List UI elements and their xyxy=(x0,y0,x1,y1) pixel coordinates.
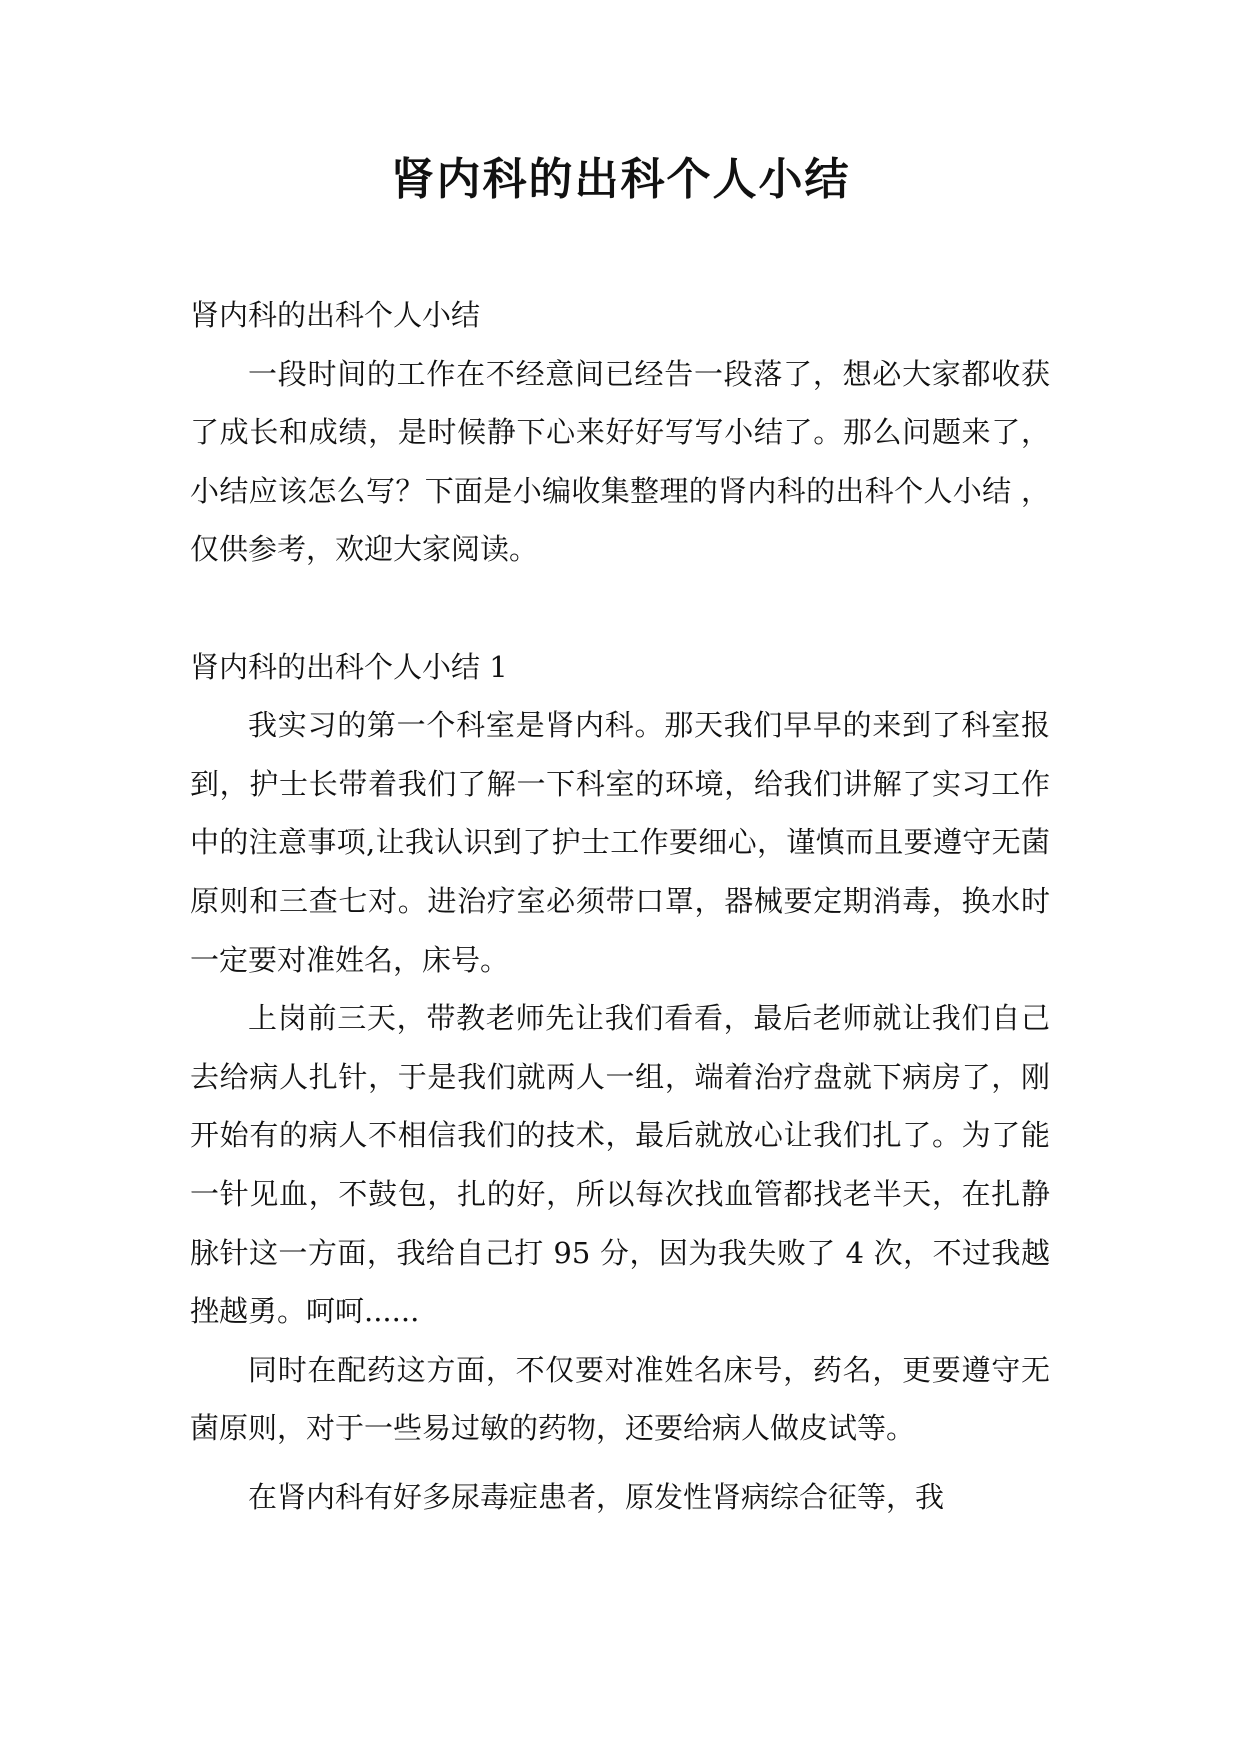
section-heading: 肾内科的出科个人小结 1 xyxy=(190,649,508,684)
section-spacer xyxy=(190,579,1050,638)
document-title: 肾内科的出科个人小结 xyxy=(390,154,851,205)
document-subtitle: 肾内科的出科个人小结 xyxy=(190,298,481,332)
body-paragraph-1: 我实习的第一个科室是肾内科。那天我们早早的来到了科室报到，护士长带着我们了解一下科室的环境，给我们讲解了实习工作中的注意事项,让我认识到了护士工作要细心，谨慎而且要遵守无菌原则和三查七对。进治疗室必须带口罩，器械要定期消毒，换水时一定要对准姓名，床号。 xyxy=(190,708,1050,977)
paragraph-gap xyxy=(190,1458,1050,1468)
body-paragraph-2: 上岗前三天，带教老师先让我们看看，最后老师就让我们自己去给病人扎针，于是我们就两人一组，端着治疗盘就下病房了，刚开始有的病人不相信我们的技术，最后就放心让我们扎了。为了能一针见血，不鼓包，扎的好，所以每次找血管都找老半天，在扎静脉针这一方面，我给自己打 95 分，因为我失败了 4 次，不过我越挫越勇。呵呵...... xyxy=(190,1001,1050,1329)
body-paragraph-3: 同时在配药这方面，不仅要对准姓名床号，药名，更要遵守无菌原则，对于一些易过敏的药物，还要给病人做皮试等。 xyxy=(190,1352,1050,1446)
intro-paragraph: 一段时间的工作在不经意间已经告一段落了，想必大家都收获了成长和成绩，是时候静下心来好好写写小结了。那么问题来了，小结应该怎么写？下面是小编收集整理的肾内科的出科个人小结 ，仅供参考，欢迎大家阅读。 xyxy=(190,356,1050,567)
body-paragraph-4: 在肾内科有好多尿毒症患者，原发性肾病综合征等，我 xyxy=(248,1479,945,1514)
document-body xyxy=(190,286,1050,1526)
